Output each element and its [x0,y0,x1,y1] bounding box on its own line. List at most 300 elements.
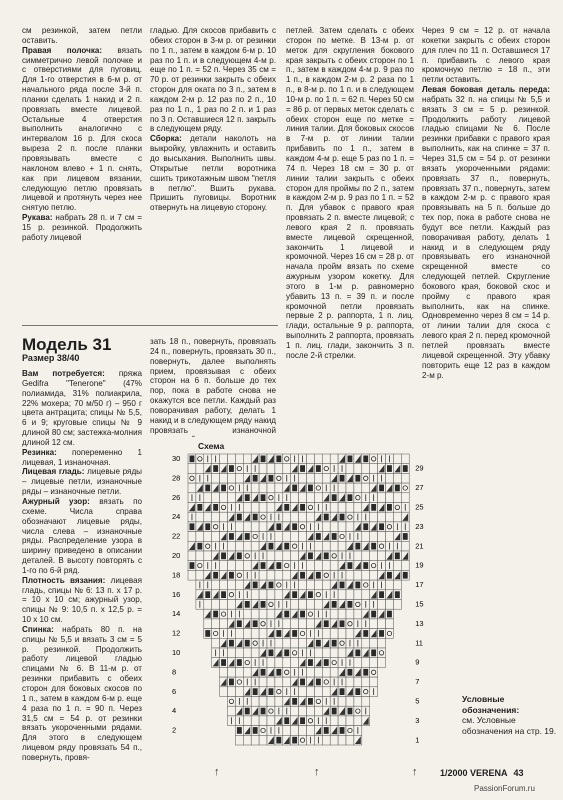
chart-cell [314,590,322,600]
chart-cell [196,570,204,580]
chart-cell [259,677,267,687]
chart-cell [283,454,291,464]
chart-cell [243,503,251,513]
paragraph-text: Через 9 см = 12 р. от начала кокетки закрыть с обеих сторон для плеч по 11 п. Оставшиеся 17 п. прибавить с левого края кромочную петлю = 18 п., эти петли оставить. [422,26,550,85]
chart-cell [267,600,275,610]
chart-row-label-left: 6 [172,686,177,696]
chart-cell [338,697,346,707]
paragraph-text: лицевая гладь, спицы № 6: 13 п. x 17 р. = 10 x 10 см; ажурный узор, спицы № 9: 10,5 п. x 12,5 р. = 10 x 10 см. [22,575,142,625]
chart-row-label-left: 30 [172,454,181,463]
chart-cell [386,493,394,503]
paragraph-text: детали наколоть на выкройку, увлажнить и оставить до высыхания. Выполнить швы. Открытые петли воротника сшить трикотажным швом "петля в петлю". Вшить рукава. Пришить пуговицы. Воротник отвернуть на лицевую сторону. [150,134,276,213]
chart-row-label-left: 8 [172,667,177,677]
chart-cell [251,638,259,648]
chart-cell [346,677,354,687]
chart-symbol-filled [387,611,392,618]
chart-cell [235,687,243,697]
paragraph-heading: Рукава: [22,213,53,223]
chart-row-label-left: 24 [172,512,181,522]
arrow-3: ↑ [412,766,418,778]
chart-symbol-filled [229,679,234,686]
chart-cell [283,677,291,687]
chart-symbol-filled [324,514,329,521]
chart-cell [188,551,196,561]
chart-cell [228,541,236,551]
paragraph [286,26,414,361]
chart-cell [196,464,204,474]
chart-cell [314,687,322,697]
chart-cell [204,541,212,551]
chart-row-label-right: 1 [415,735,420,745]
chart-symbol-filled [324,727,329,734]
chart-symbol-filled [308,591,313,598]
chart-cell [362,483,370,493]
chart-cell [291,706,299,716]
chart-cell [259,726,267,736]
chart-cell [235,454,243,464]
chart-symbol-filled [245,708,250,715]
chart-row-label-right: 13 [415,618,424,628]
chart-symbol-filled [355,688,360,695]
paragraph [22,467,142,497]
chart-cell [267,483,275,493]
chart-cell [346,726,354,736]
chart-symbol-filled [213,572,218,579]
chart-cell [386,619,394,629]
chart-cell [235,522,243,532]
chart-symbol-filled [300,465,305,472]
chart-cell [386,522,394,532]
chart-cell [283,619,291,629]
chart-cell [275,658,283,668]
chart-cell [251,648,259,658]
chart-symbol-filled [387,572,392,579]
chart-cell [401,473,409,483]
chart-cell [188,570,196,580]
chart-symbol-filled [395,553,400,560]
chart-row-label-right: 17 [415,580,424,590]
chart-cell [283,726,291,736]
chart-cell [322,522,330,532]
chart-cell [393,503,401,513]
chart-cell [330,541,338,551]
chart-cell [322,454,330,464]
chart-row-label-left: 28 [172,473,181,483]
chart-cell [228,600,236,610]
chart-cell [386,600,394,610]
chart-cell [251,735,259,745]
column-1-bottom [22,369,142,764]
chart-cell [362,580,370,590]
chart-symbol-filled [348,708,353,715]
chart-cell [235,667,243,677]
chart-cell [354,570,362,580]
chart-cell [291,726,299,736]
chart-symbol-filled [221,659,226,666]
chart-row-label-left: 12 [172,628,181,638]
chart-cell [378,619,386,629]
chart-cell [346,503,354,513]
chart-cell [393,454,401,464]
chart-cell [386,629,394,639]
chart-symbol-filled [300,504,305,511]
chart-cell [228,483,236,493]
chart-symbol-filled [348,669,353,676]
chart-cell [322,648,330,658]
chart-cell [283,638,291,648]
chart-cell [370,570,378,580]
chart-cell [251,697,259,707]
chart-cell [188,483,196,493]
chart-cell [307,667,315,677]
chart-row-label-right: 11 [415,638,423,648]
chart-symbol-filled [269,475,274,482]
chart-cell [362,532,370,542]
chart-cell [322,570,330,580]
chart-cell [228,697,236,707]
chart-symbol-filled [371,504,376,511]
chart-cell [386,512,394,522]
chart-cell [354,503,362,513]
chart-cell [259,609,267,619]
chart-cell [354,483,362,493]
chart-symbol-filled [316,465,321,472]
chart-cell [220,473,228,483]
paragraph [22,213,142,243]
chart-cell [393,512,401,522]
paragraph [22,448,142,468]
chart-cell [251,522,259,532]
chart-cell [393,600,401,610]
chart-cell [275,638,283,648]
chart-cell [196,561,204,571]
chart-cell [212,619,220,629]
chart-symbol-filled [403,465,408,472]
chart-cell [307,609,315,619]
chart-cell [314,697,322,707]
arrow-1: ↑ [214,766,220,778]
chart-symbol-filled [253,475,258,482]
chart-symbol-filled [395,485,400,492]
chart-symbol-filled [253,620,258,627]
chart-cell [259,512,267,522]
chart-cell [362,464,370,474]
chart-symbol-filled [205,523,210,530]
chart-symbol-filled [276,523,281,530]
paragraph-heading: Резинка: [22,447,57,457]
chart-cell [235,629,243,639]
chart-cell [307,716,315,726]
chart-symbol-filled [355,543,360,550]
chart-cell [291,551,299,561]
chart-cell [299,706,307,716]
chart-cell [307,619,315,629]
chart-cell [370,561,378,571]
chart-cell [291,658,299,668]
chart-row-label-left: 4 [172,706,177,716]
chart-cell [267,697,275,707]
chart-cell [338,638,346,648]
chart-symbol-filled [269,543,274,550]
chart-symbol-filled [292,630,297,637]
chart-symbol-filled [348,456,353,463]
chart-cell [299,638,307,648]
chart-cell [354,493,362,503]
chart-symbol-filled [269,582,274,589]
chart-cell [243,551,251,561]
chart-symbol-filled [292,737,297,744]
model-size: Размер 38/40 [22,353,80,363]
chart-cell [338,735,346,745]
column-2-bottom [150,337,276,437]
chart-cell [228,687,236,697]
chart-row-label-left: 16 [172,589,181,599]
paragraph-heading: Ажурный узор: [22,496,90,506]
chart-symbol-filled [363,456,368,463]
chart-symbol-filled [213,611,218,618]
chart-cell [338,483,346,493]
knitting-chart [160,452,440,767]
chart-symbol-filled [387,465,392,472]
paragraph-text: вязать симметрично левой полочке и с отверстиями для пуговиц. Для 1-го отверстия в 6-м р. от начального ряда после 3-й п. планки сделать 1 накид и 2 п. провязать вместе лицевой. Остальные 4 отверстия выполнить аналогично с интервалом 16 р. Для скоса выреза 2 п. после планки провязывать вместе с наклоном влево + 1 п. снять, как при лицевом вязании, следующую петлю провязать лицевой и протянуть через нее снятую петлю. [22,45,142,213]
chart-symbol-filled [261,562,266,569]
chart-row-label-right: 27 [415,483,424,493]
chart-symbol-filled [308,485,313,492]
legend [462,694,563,736]
chart-cell [299,473,307,483]
paragraph-heading: Вам потребуется: [22,369,105,378]
chart-cell [243,735,251,745]
chart-cell [307,454,315,464]
chart-cell [370,464,378,474]
chart-cell [314,580,322,590]
chart-cell [307,706,315,716]
chart-cell [338,503,346,513]
chart-symbol-filled [308,659,313,666]
chart-symbol-filled [269,688,274,695]
chart-cell [275,532,283,542]
chart-cell [378,638,386,648]
chart-cell [275,483,283,493]
chart-cell [267,551,275,561]
chart-cell [307,600,315,610]
chart-cell [235,464,243,474]
chart-cell [291,638,299,648]
chart-cell [188,464,196,474]
chart-cell [314,473,322,483]
chart-cell [267,658,275,668]
chart-cell [212,629,220,639]
chart-cell [235,735,243,745]
chart-cell [188,473,196,483]
chart-symbol-filled [284,504,289,511]
chart-cell [307,687,315,697]
chart-symbol-filled [276,456,281,463]
chart-cell [275,473,283,483]
chart-cell [370,454,378,464]
chart-cell [235,561,243,571]
chart-cell [259,697,267,707]
chart-cell [346,716,354,726]
paragraph-text: набрать 32 п. на спицы № 5,5 и вязать 3 см = 5 р. резинкой. Продолжить работу лицевой гладью спицами № 6. После резинки прибавки с правого края выполнить, как на спинке = 37 п. Через 31,5 см = 54 р. от резинки вязать укороченными рядами: провязать 37 п., повернуть, провязать 37 п., повернуть, затем в каждом 2-м р. с правого края провязывать на 5 п. больше до тех пор, пока в работе снова не будут все петли. Каждый раз поворачивая работу, делать 1 накид и в следующем ряду провязывать его изнаночной скрещенной вместе со следующей петлей. Скругление бокового края, боковой скос и пройму с правого края выполнить, как на спинке. Одновременно через 8 см = 14 р. от линии талии для скоса с левого края 2 п. перед кромочной петлей провязать вместе лицевой скрещенной. Эту убавку повторить еще 12 раз в каждом 2-м р. [422,94,550,380]
chart-cell [330,503,338,513]
chart-cell [243,561,251,571]
chart-cell [204,619,212,629]
issue-label: 1/2000 VERENA [440,768,508,778]
chart-symbol-filled [403,572,408,579]
chart-row-label-left: 14 [172,609,181,619]
paragraph-text: лицевые ряды – лицевые петли, изнаночные ряды – изнаночные петли. [22,467,142,497]
chart-cell [393,580,401,590]
chart-symbol-filled [340,514,345,521]
chart-symbol-filled [332,494,337,501]
chart-row-label-left: 2 [172,725,177,735]
paragraph-heading: Спинка: [22,624,54,634]
chart-cell [220,512,228,522]
chart-cell [322,735,330,745]
chart-cell [346,464,354,474]
chart-cell [196,532,204,542]
chart-symbol-filled [324,553,329,560]
chart-cell [204,551,212,561]
paragraph-text: пряжа Gedifra "Tenerone" (47% полиамида, 31% полиакрила, 22% мохера; 70 м/50 г) – 950 г цвета антрацита; спицы № 5,5, 6 и 9; круговые спицы № 9 длиной 80 см; застежка-молния длиной 12 см. [22,369,142,447]
chart-cell [259,570,267,580]
chart-symbol-filled [213,465,218,472]
chart-cell [275,677,283,687]
chart-cell [275,697,283,707]
chart-cell [259,619,267,629]
chart-cell [251,590,259,600]
chart-symbol-filled [205,630,210,637]
model-title: Модель 31 [22,335,112,354]
chart-symbol-filled [324,659,329,666]
chart-cell [212,512,220,522]
chart-symbol-filled [221,485,226,492]
chart-cell [235,541,243,551]
chart-cell [235,473,243,483]
chart-cell [314,454,322,464]
legend-text: см. Условные обозначения на стр. 19. [462,715,557,736]
chart-symbol-filled [292,485,297,492]
chart-symbol-filled [363,669,368,676]
chart-cell [243,667,251,677]
chart-symbol-filled [284,650,289,657]
chart-cell [314,483,322,493]
chart-cell [386,580,394,590]
chart-symbol-filled [261,601,266,608]
page-footer [440,768,524,778]
chart-cell [346,697,354,707]
chart-symbol-filled [284,611,289,618]
chart-cell [346,570,354,580]
chart-cell [330,551,338,561]
paragraph-heading: Левая боковая деталь переда: [422,85,550,95]
chart-cell [354,590,362,600]
chart-symbol-filled [261,669,266,676]
chart-symbol-filled [237,727,242,734]
chart-symbol-filled [332,533,337,540]
chart-cell [259,483,267,493]
chart-cell [251,532,259,542]
chart-cell [275,687,283,697]
chart-cell [378,551,386,561]
chart-cell [291,532,299,542]
chart-cell [322,677,330,687]
chart-cell [322,464,330,474]
chart-cell [235,570,243,580]
chart-cell [259,503,267,513]
chart-symbol-filled [355,475,360,482]
paragraph [150,26,276,134]
chart-symbol-filled [332,708,337,715]
chart-symbol-filled [340,475,345,482]
chart-cell [362,697,370,707]
chart-symbol-filled [371,543,376,550]
chart-cell [275,551,283,561]
chart-cell [196,551,204,561]
chart-cell [346,590,354,600]
chart-cell [386,473,394,483]
chart-cell [346,483,354,493]
chart-symbol-filled [395,591,400,598]
chart-symbol-filled [190,562,195,569]
chart-symbol-filled [300,679,305,686]
chart-symbol-filled [276,737,281,744]
chart-cell [370,658,378,668]
chart-cell [307,512,315,522]
chart-cell [322,541,330,551]
paragraph-text: набрать 80 п. на спицы № 5,5 и вязать 3 см = 5 р. резинкой. Продолжить работу лицевой гладью спицами № 6. В 11-м р. от резинки прибавить с обеих сторон для боковых скосов по 1 п., затем в каждом 6-м р. еще 4 раза по 1 п. = 90 п. Через 31,5 см = 54 р. от резинки вязать укороченными рядами. Для этого в следующем лицевом ряду провязать 54 п., повернуть, провя- [22,624,142,762]
chart-symbol-filled [316,679,321,686]
paragraph [150,337,276,437]
chart-cell [370,667,378,677]
column-3-top [286,26,414,486]
chart-cell [220,580,228,590]
chart-cell [291,648,299,658]
chart-cell [299,619,307,629]
chart-cell [346,735,354,745]
chart-cell [283,561,291,571]
chart-cell [299,735,307,745]
chart-cell [220,609,228,619]
chart-symbol-filled [300,717,305,724]
chart-cell [362,551,370,561]
chart-cell [243,648,251,658]
chart-symbol-filled [229,465,234,472]
schema-title: Схема [198,441,225,451]
chart-cell [267,464,275,474]
chart-cell [346,609,354,619]
chart-symbol-filled [221,553,226,560]
chart-row-label-right: 9 [415,657,420,667]
chart-cell [378,532,386,542]
chart-cell [330,561,338,571]
chart-cell [314,541,322,551]
chart-cell [346,522,354,532]
chart-row-label-right: 7 [415,677,420,687]
chart-cell [314,667,322,677]
chart-cell [275,570,283,580]
chart-cell [338,716,346,726]
chart-cell [259,716,267,726]
chart-cell [283,464,291,474]
chart-row-label-left: 22 [172,531,181,541]
chart-symbol-filled [348,562,353,569]
chart-symbol-filled [324,620,329,627]
chart-cell [322,473,330,483]
chart-cell [362,590,370,600]
chart-symbol-filled [253,727,258,734]
